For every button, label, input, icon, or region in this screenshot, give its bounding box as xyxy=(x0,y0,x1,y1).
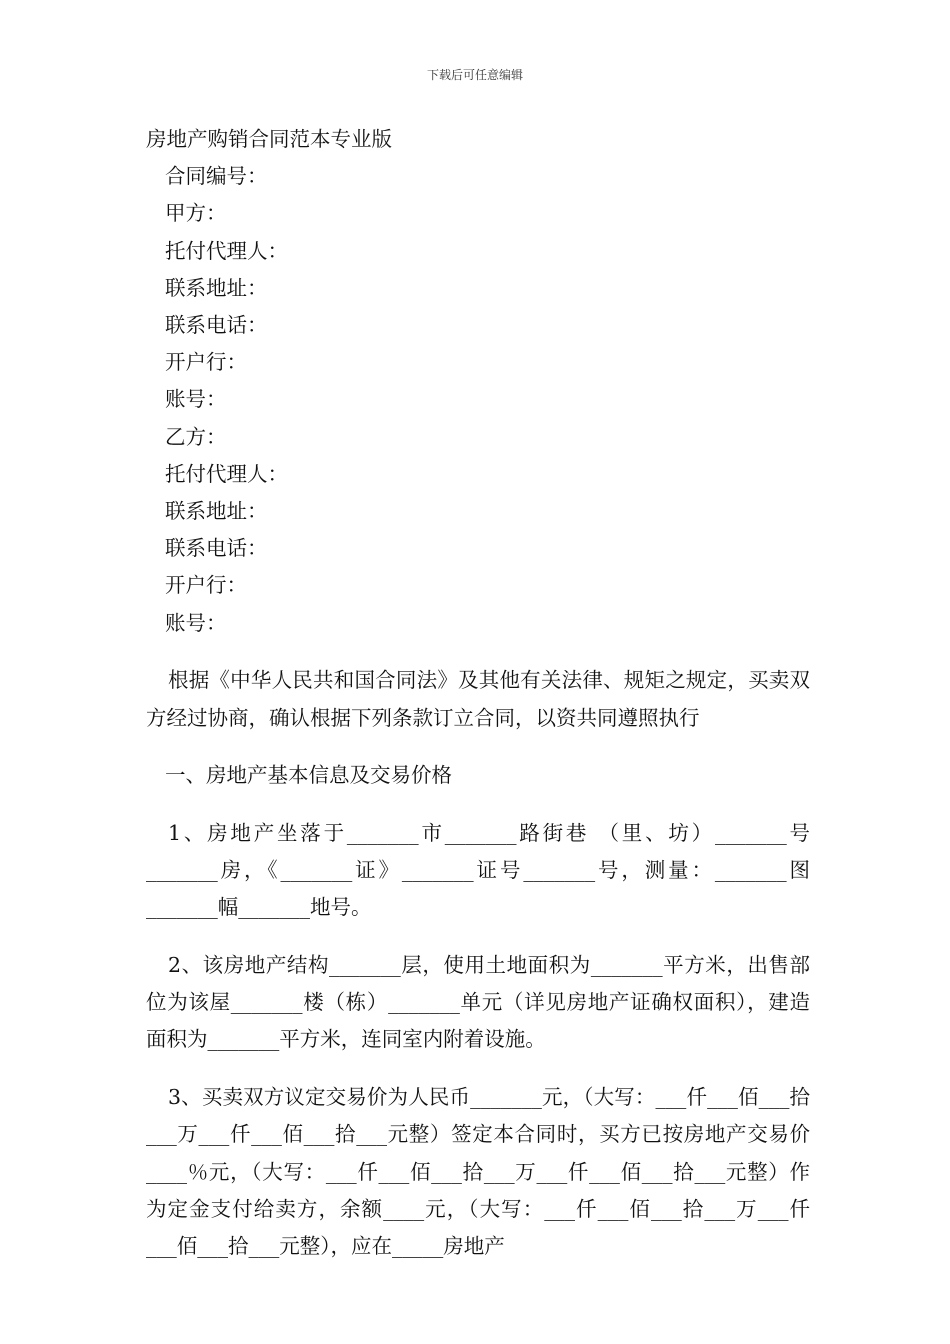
field-party-b: 乙方： xyxy=(165,424,227,449)
page-header: 下载后可任意编辑 xyxy=(426,68,523,82)
clause-2: 2、该房地产结构_______层，使用土地面积为_______平方米，出售部位为该屋_______楼（栋）_______单元（详见房地产证确权面积），建造面积为_______平方米，连同室内附着设施。 xyxy=(146,953,810,1052)
contract-body xyxy=(146,121,810,1286)
field-party-a-phone: 联系电话： xyxy=(165,313,268,338)
clause-3: 3、买卖双方议定交易价为人民币_______元，（大写：___仟___佰___拾___万___仟___佰___拾___元整）签定本合同时，买方已按房地产交易价____％元，（大写：___仟___佰___拾___万___仟___佰___拾___元整）作为定金支付给卖方，余额____元，（大写：___仟___佰___拾___万___仟___佰___拾___元整），应在_____房地产 xyxy=(146,1085,810,1258)
field-party-b-bank: 开户行： xyxy=(165,573,247,598)
field-party-b-account: 账号： xyxy=(165,610,227,635)
field-party-b-address: 联系地址： xyxy=(165,499,268,524)
clause-1: 1、房地产坐落于_______市_______路街巷 （里、坊）_______号_______房，《_______证》_______证号_______号，测量：_______图_______幅_______地号。 xyxy=(146,820,810,920)
field-party-a-bank: 开户行： xyxy=(165,350,247,375)
field-party-b-agent: 托付代理人： xyxy=(165,461,288,486)
section-1-heading: 一、房地产基本信息及交易价格 xyxy=(165,763,452,788)
field-party-b-phone: 联系电话： xyxy=(165,536,268,561)
intro-paragraph: 根据《中华人民共和国合同法》及其他有关法律、规矩之规定，买卖双方经过协商，确认根据下列条款订立合同，以资共同遵照执行 xyxy=(146,668,810,730)
field-party-a: 甲方： xyxy=(165,201,227,226)
contract-title: 房地产购销合同范本专业版 xyxy=(146,127,392,151)
field-contract-number: 合同编号： xyxy=(165,164,268,189)
field-party-a-agent: 托付代理人： xyxy=(165,238,288,263)
field-party-a-address: 联系地址： xyxy=(165,275,268,300)
field-party-a-account: 账号： xyxy=(165,387,227,412)
